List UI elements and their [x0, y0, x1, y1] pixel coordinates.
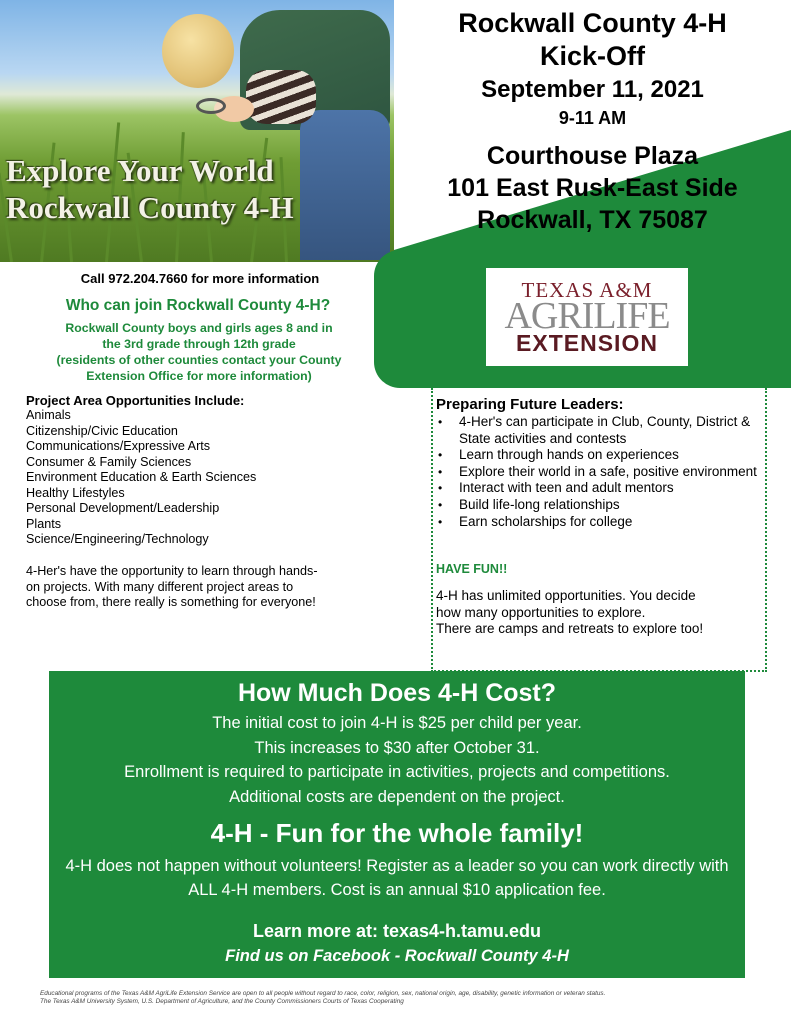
agrilife-extension-logo — [486, 268, 688, 366]
family-details — [49, 854, 745, 902]
family-title: 4-H - Fun for the whole family! — [210, 818, 584, 848]
paragraph-line: choose from, there really is something for everyone! — [26, 595, 316, 609]
cost-panel — [49, 671, 745, 978]
event-block — [394, 0, 791, 262]
event-date: September 11, 2021 — [481, 76, 704, 103]
project-area-item: Personal Development/Leadership — [26, 501, 220, 515]
cost-line: The initial cost to join 4-H is $25 per child per year. — [212, 714, 582, 732]
event-venue: Courthouse Plaza — [486, 142, 699, 170]
footer-line: Educational programs of the Texas A&M AgriLife Extension Service are open to all people without regard to race, color, religion, sex, national origin, age, disability, genetic information or veteran status. — [40, 990, 606, 997]
logo-line3: EXTENSION — [516, 330, 658, 356]
event-address-line1: 101 East Rusk-East Side — [447, 174, 738, 202]
footer-line: The Texas A&M University System, U.S. Department of Agriculture, and the County Commissioners Courts of Texas Cooperating — [40, 998, 404, 1005]
paragraph-line: 4-Her's have the opportunity to learn through hands- — [26, 564, 318, 578]
family-line: 4-H does not happen without volunteers! Register as a leader so you can work directly with — [65, 857, 729, 875]
event-title-line1: Rockwall County 4-H — [458, 8, 727, 38]
who-line: (residents of other counties contact your County — [56, 353, 342, 367]
leaders-item: • 4-Her's can participate in Club, County, District & State activities and contests — [436, 414, 764, 447]
project-area-item: Healthy Lifestyles — [26, 485, 125, 500]
paragraph-line: 4-H has unlimited opportunities. You decide — [436, 588, 696, 603]
learn-more-link[interactable]: Learn more at: texas4-h.tamu.edu — [252, 921, 542, 941]
project-areas-paragraph — [26, 564, 371, 611]
child-striped-sleeve — [246, 70, 316, 124]
leaders-item: • Explore their world in a safe, positive environment — [436, 464, 764, 481]
who-line: Extension Office for more information) — [86, 369, 312, 383]
project-area-item: Environment Education & Earth Sciences — [26, 470, 257, 484]
event-title-line2: Kick-Off — [539, 41, 645, 71]
leaders-item: • Learn through hands on experiences — [436, 447, 764, 464]
family-line: ALL 4-H members. Cost is an annual $10 application fee. — [188, 881, 606, 899]
child-head — [162, 14, 234, 88]
logo-line2: AGRILIFE — [504, 295, 670, 337]
cost-line: This increases to $30 after October 31. — [254, 738, 540, 757]
cost-details — [49, 711, 745, 809]
hero-slogan-line1: Explore Your World — [6, 153, 274, 188]
who-line: Rockwall County boys and girls ages 8 and in — [65, 321, 333, 335]
cost-title: How Much Does 4-H Cost? — [237, 679, 557, 707]
paragraph-line: on projects. With many different project areas to — [26, 579, 294, 594]
project-area-item: Science/Engineering/Technology — [26, 532, 209, 546]
leaders-list — [436, 414, 764, 530]
project-areas-list — [26, 408, 256, 548]
leaders-item: • Interact with teen and adult mentors — [436, 480, 764, 497]
leaders-item: • Earn scholarships for college — [436, 514, 764, 531]
cost-line: Additional costs are dependent on the project. — [229, 787, 565, 806]
cost-line: Enrollment is required to participate in activities, projects and competitions. — [124, 763, 670, 781]
who-can-join-body — [24, 320, 374, 384]
event-time: 9-11 AM — [558, 108, 627, 128]
project-areas-title: Project Area Opportunities Include: — [26, 393, 245, 408]
have-fun-title: HAVE FUN!! — [436, 562, 508, 576]
leaders-title: Preparing Future Leaders: — [436, 396, 624, 413]
who-line: the 3rd grade through 12th grade — [102, 337, 296, 351]
project-area-item: Plants — [26, 516, 62, 531]
footer-disclaimer — [40, 990, 760, 1006]
magnifying-glass-icon — [196, 98, 226, 114]
call-info: Call 972.204.7660 for more information — [80, 271, 320, 286]
logo-line1: TEXAS A&M — [521, 278, 653, 302]
paragraph-line: how many opportunities to explore. — [436, 604, 646, 620]
project-area-item: Animals — [26, 408, 71, 422]
project-area-item: Consumer & Family Sciences — [26, 454, 192, 469]
hero-slogan — [6, 152, 336, 226]
project-area-item: Citizenship/Civic Education — [26, 423, 178, 438]
leaders-item: • Build life-long relationships — [436, 497, 764, 514]
have-fun-paragraph — [436, 588, 766, 638]
project-area-item: Communications/Expressive Arts — [26, 439, 211, 453]
who-can-join-title: Who can join Rockwall County 4-H? — [65, 297, 331, 314]
facebook-link[interactable]: Find us on Facebook - Rockwall County 4-H — [225, 947, 569, 965]
event-address-line2: Rockwall, TX 75087 — [477, 206, 708, 234]
paragraph-line: There are camps and retreats to explore too! — [436, 621, 704, 637]
hero-slogan-line2: Rockwall County 4-H — [6, 190, 294, 225]
